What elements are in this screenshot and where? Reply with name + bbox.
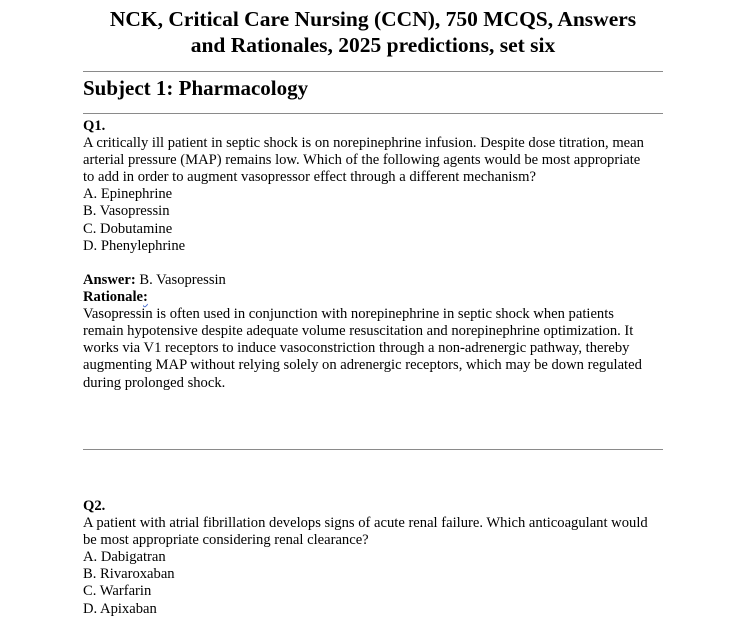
- answer-option-b: B. Rivaroxaban: [83, 566, 175, 583]
- answer-option-b: B. Vasopressin: [83, 203, 170, 220]
- question-divider: [83, 449, 663, 450]
- question-number: Q2.: [83, 498, 106, 514]
- answer-section-1: [83, 272, 663, 392]
- answer-option-d: D. Phenylephrine: [83, 237, 186, 254]
- question-stem-line: A critically ill patient in septic shock is on norepinephrine infusion. Despite dose titration, mean: [83, 135, 644, 152]
- question-stem-line: to add in order to augment vasopressor effect through a different mechanism?: [83, 169, 536, 186]
- answer-option-c: C. Dobutamine: [83, 220, 173, 237]
- answer-option-c: C. Warfarin: [83, 583, 152, 600]
- title-divider: [83, 71, 663, 72]
- rationale-heading: [83, 289, 663, 306]
- answer-option-a: A. Epinephrine: [83, 186, 173, 203]
- question-stem-line: arterial pressure (MAP) remains low. Which of the following agents would be most appropriate: [83, 152, 641, 169]
- rationale-line: works via V1 receptors to induce vasoconstriction through a non-adrenergic pathway, thereby: [83, 340, 630, 357]
- rationale-line: during prolonged shock.: [83, 374, 226, 391]
- subject-divider: [83, 113, 663, 114]
- document-title-line-2: and Rationales, 2025 predictions, set six: [190, 33, 556, 57]
- answer-line: [83, 272, 663, 289]
- answer-option-a: A. Dabigatran: [83, 549, 166, 566]
- rationale-line: Vasopressin is often used in conjunction with norepinephrine in septic shock when patients: [83, 306, 614, 323]
- question-stem-line: A patient with atrial fibrillation develops signs of acute renal failure. Which anticoagulant would: [83, 515, 648, 532]
- rationale-line: augmenting MAP without relying solely on adrenergic receptors, which may be down regulated: [83, 357, 642, 374]
- answer-value: B. Vasopressin: [139, 272, 226, 288]
- rationale-label: Rationale: [83, 289, 143, 306]
- question-1: [83, 118, 663, 255]
- subject-heading: Subject 1: Pharmacology: [83, 76, 309, 100]
- question-2: [83, 498, 663, 618]
- rationale-colon: :: [143, 289, 148, 306]
- document-title: [83, 6, 663, 58]
- question-number: Q1.: [83, 118, 106, 134]
- rationale-line: remain hypotensive despite adequate volume resuscitation and norepinephrine optimization. It: [83, 323, 634, 340]
- answer-label: Answer:: [83, 272, 136, 288]
- answer-option-d: D. Apixaban: [83, 600, 157, 617]
- question-stem-line: be most appropriate considering renal clearance?: [83, 532, 369, 549]
- document-title-line-1: NCK, Critical Care Nursing (CCN), 750 MCQS, Answers: [109, 7, 637, 31]
